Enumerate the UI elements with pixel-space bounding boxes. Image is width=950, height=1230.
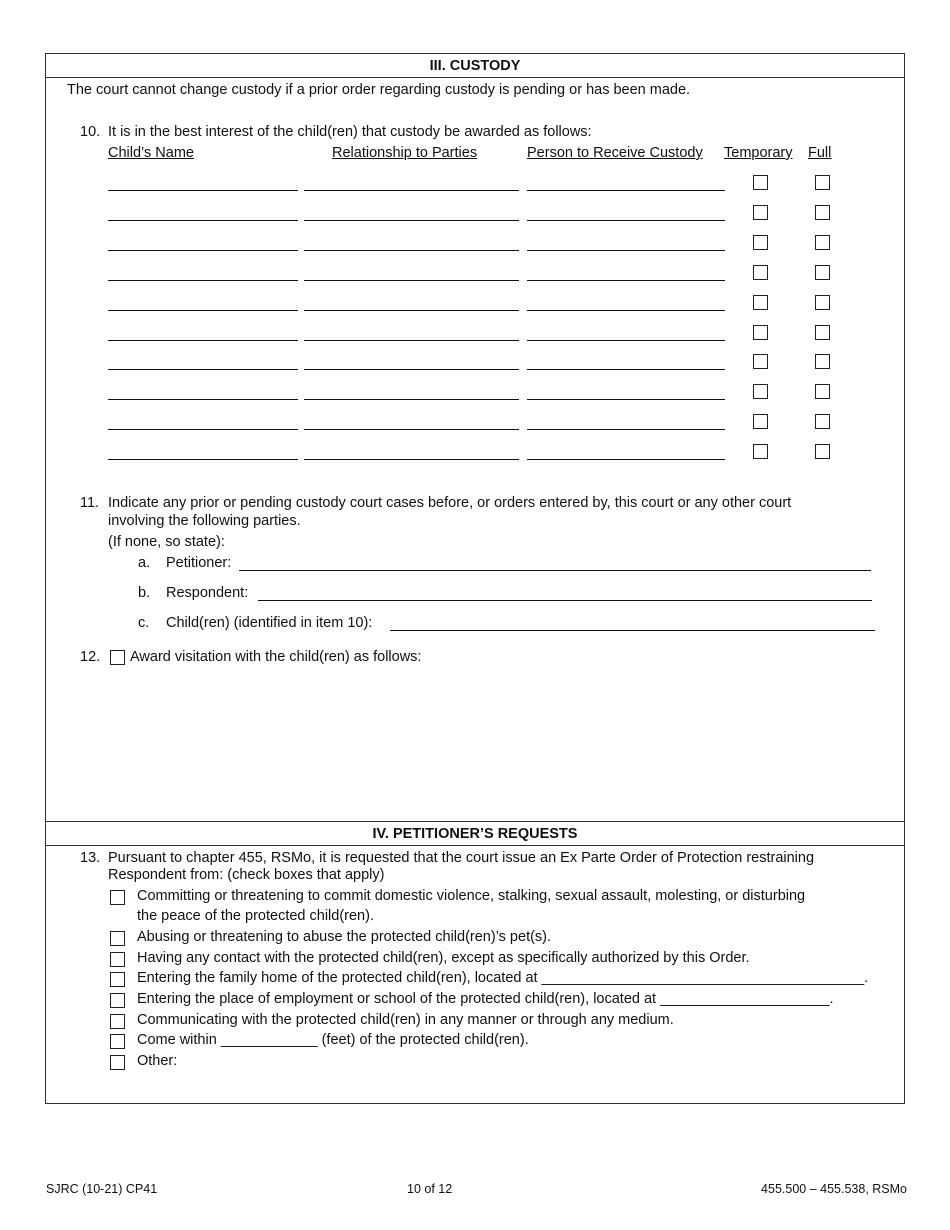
temporary-checkbox[interactable] [753, 325, 768, 340]
column-header-relationship: Relationship to Parties [332, 145, 478, 161]
full-checkbox[interactable] [815, 265, 830, 280]
relationship-field[interactable] [304, 340, 519, 341]
footer-statute: 455.500 – 455.538, RSMo [761, 1182, 907, 1196]
item-12-text: Award visitation with the child(ren) as follows: [130, 649, 422, 665]
request-text-domestic-violence: Committing or threatening to commit domestic violence, stalking, sexual assault, molesting, or disturbing [137, 888, 806, 904]
full-checkbox[interactable] [815, 295, 830, 310]
item-13-text-line1: Pursuant to chapter 455, RSMo, it is requested that the court issue an Ex Parte Order of Protection restraining [108, 850, 815, 866]
temporary-checkbox[interactable] [753, 175, 768, 190]
request-checkbox-other[interactable] [110, 1055, 125, 1070]
item-11a-letter: a. [138, 555, 151, 571]
item-11b-label: Respondent: [166, 585, 249, 601]
request-text-domestic-violence-line2: the peace of the protected child(ren). [137, 908, 374, 924]
temporary-checkbox[interactable] [753, 295, 768, 310]
temporary-checkbox[interactable] [753, 444, 768, 459]
children-cases-field[interactable] [390, 630, 875, 631]
request-checkbox-distance[interactable] [110, 1034, 125, 1049]
relationship-field[interactable] [304, 190, 519, 191]
custody-person-field[interactable] [527, 399, 725, 400]
item-10-text: It is in the best interest of the child(ren) that custody be awarded as follows: [108, 124, 592, 140]
request-text-family-home: Entering the family home of the protected child(ren), located at ________________________________________. [137, 970, 869, 986]
temporary-checkbox[interactable] [753, 384, 768, 399]
column-header-person-to-receive: Person to Receive Custody [527, 145, 703, 161]
item-13-number: 13. [80, 850, 101, 866]
custody-person-field[interactable] [527, 310, 725, 311]
full-checkbox[interactable] [815, 175, 830, 190]
full-checkbox[interactable] [815, 414, 830, 429]
item-12-number: 12. [80, 649, 101, 665]
relationship-field[interactable] [304, 399, 519, 400]
respondent-cases-field[interactable] [258, 600, 872, 601]
request-text-pets: Abusing or threatening to abuse the protected child(ren)’s pet(s). [137, 929, 552, 945]
item-13-text-line2: Respondent from: (check boxes that apply) [108, 867, 385, 883]
footer-form-id: SJRC (10-21) CP41 [46, 1182, 158, 1196]
request-checkbox-contact[interactable] [110, 952, 125, 967]
child-name-field[interactable] [108, 369, 298, 370]
relationship-field[interactable] [304, 310, 519, 311]
temporary-checkbox[interactable] [753, 235, 768, 250]
relationship-field[interactable] [304, 369, 519, 370]
child-name-field[interactable] [108, 250, 298, 251]
request-checkbox-communicating[interactable] [110, 1014, 125, 1029]
child-name-field[interactable] [108, 190, 298, 191]
child-name-field[interactable] [108, 220, 298, 221]
request-text-communicating: Communicating with the protected child(ren) in any manner or through any medium. [137, 1012, 674, 1028]
item-11c-label: Child(ren) (identified in item 10): [166, 615, 373, 631]
relationship-field[interactable] [304, 220, 519, 221]
request-checkbox-domestic-violence[interactable] [110, 890, 125, 905]
relationship-field[interactable] [304, 459, 519, 460]
custody-person-field[interactable] [527, 459, 725, 460]
custody-person-field[interactable] [527, 280, 725, 281]
footer-page-number: 10 of 12 [407, 1182, 453, 1196]
child-name-field[interactable] [108, 399, 298, 400]
item-10-number: 10. [80, 124, 101, 140]
relationship-field[interactable] [304, 429, 519, 430]
request-checkbox-employment-school[interactable] [110, 993, 125, 1008]
child-name-field[interactable] [108, 310, 298, 311]
item-11-note: (If none, so state): [108, 534, 225, 550]
request-checkbox-family-home[interactable] [110, 972, 125, 987]
full-checkbox[interactable] [815, 235, 830, 250]
temporary-checkbox[interactable] [753, 265, 768, 280]
relationship-field[interactable] [304, 280, 519, 281]
custody-person-field[interactable] [527, 250, 725, 251]
custody-person-field[interactable] [527, 429, 725, 430]
section-heading-requests: IV. PETITIONER’S REQUESTS [45, 821, 905, 846]
request-text-contact: Having any contact with the protected child(ren), except as specifically authorized by this Order. [137, 950, 750, 966]
temporary-checkbox[interactable] [753, 414, 768, 429]
relationship-field[interactable] [304, 250, 519, 251]
custody-person-field[interactable] [527, 340, 725, 341]
item-11c-letter: c. [138, 615, 150, 631]
request-text-employment-school: Entering the place of employment or school of the protected child(ren), located at _____________________. [137, 991, 834, 1007]
request-text-other: Other: [137, 1053, 178, 1069]
item-11-text-line2: involving the following parties. [108, 513, 301, 529]
full-checkbox[interactable] [815, 354, 830, 369]
custody-person-field[interactable] [527, 220, 725, 221]
temporary-checkbox[interactable] [753, 354, 768, 369]
form-frame [45, 53, 905, 1104]
request-checkbox-pets[interactable] [110, 931, 125, 946]
custody-intro-text: The court cannot change custody if a prior order regarding custody is pending or has been made. [67, 82, 691, 98]
column-header-temporary: Temporary [724, 145, 793, 161]
full-checkbox[interactable] [815, 205, 830, 220]
child-name-field[interactable] [108, 340, 298, 341]
temporary-checkbox[interactable] [753, 205, 768, 220]
column-header-full: Full [808, 145, 832, 161]
item-11-number: 11. [80, 495, 100, 511]
request-text-distance: Come within ____________ (feet) of the protected child(ren). [137, 1032, 529, 1048]
item-11a-label: Petitioner: [166, 555, 232, 571]
child-name-field[interactable] [108, 280, 298, 281]
visitation-checkbox[interactable] [110, 650, 125, 665]
item-11-text-line1: Indicate any prior or pending custody court cases before, or orders entered by, this court or any other court [108, 495, 792, 511]
item-11b-letter: b. [138, 585, 151, 601]
child-name-field[interactable] [108, 429, 298, 430]
full-checkbox[interactable] [815, 384, 830, 399]
petitioner-cases-field[interactable] [239, 570, 871, 571]
full-checkbox[interactable] [815, 444, 830, 459]
column-header-childs-name: Child’s Name [108, 145, 194, 161]
child-name-field[interactable] [108, 459, 298, 460]
custody-person-field[interactable] [527, 369, 725, 370]
section-heading-custody: III. CUSTODY [45, 54, 905, 78]
full-checkbox[interactable] [815, 325, 830, 340]
custody-person-field[interactable] [527, 190, 725, 191]
